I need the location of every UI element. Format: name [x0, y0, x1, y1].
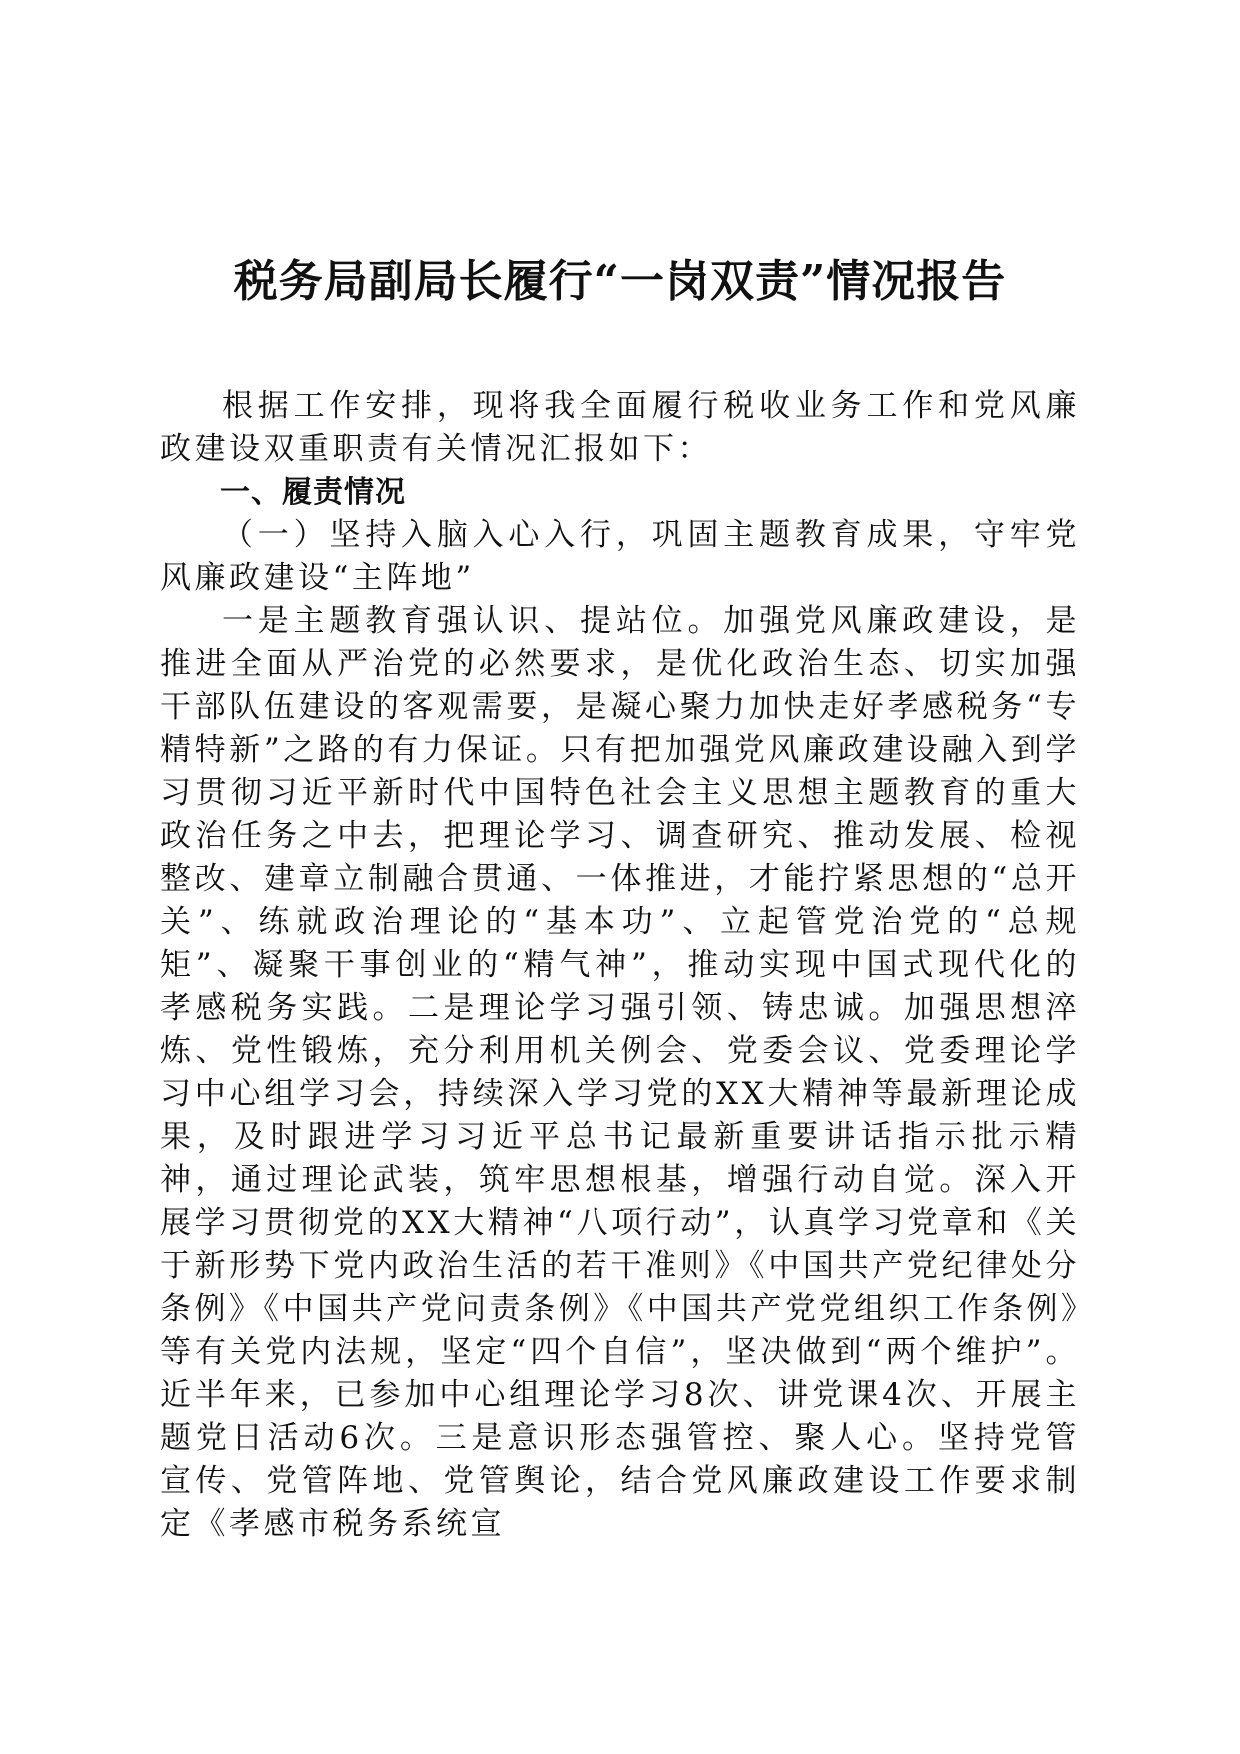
section-heading: 一、履责情况	[220, 475, 406, 510]
body-paragraph: 一是主题教育强认识、提站位。加强党风廉政建设，是推进全面从严治党的必然要求，是优化政治生态、切实加强干部队伍建设的客观需要，是凝心聚力加快走好孝感税务“专精特新”之路的有力保证。只有把加强党风廉政建设融入到学习贯彻习近平新时代中国特色社会主义思想主题教育的重大政治任务之中去，把理论学习、调查研究、推动发展、检视整改、建章立制融合贯通、一体推进，才能拧紧思想的“总开关”、练就政治理论的“基本功”、立起管党治党的“总规矩”、凝聚干事创业的“精气神”，推动实现中国式现代化的孝感税务实践。二是理论学习强引领、铸忠诚。加强思想淬炼、党性锻炼，充分利用机关例会、党委会议、党委理论学习中心组学习会，持续深入学习党的XX大精神等最新理论成果，及时跟进学习习近平总书记最新重要讲话指示批示精神，通过理论武装，筑牢思想根基，增强行动自觉。深入开展学习贯彻党的XX大精神“八项行动”，认真学习党章和《关于新形势下党内政治生活的若干准则》《中国共产党纪律处分条例》《中国共产党问责条例》《中国共产党党组织工作条例》等有关党内法规，坚定“四个自信”，坚决做到“两个维护”。近半年来，已参加中心组理论学习8次、讲党课4次、开展主题党日活动6次。三是意识形态强管控、聚人心。坚持党管宣传、党管阵地、党管舆论，结合党风廉政建设工作要求制定《孝感市税务系统宣	[160, 603, 1080, 1542]
subsection-heading: （一）坚持入脑入心入行，巩固主题教育成果，守牢党风廉政建设“主阵地”	[160, 517, 1080, 596]
document-body	[160, 385, 1080, 1546]
intro-paragraph: 根据工作安排，现将我全面履行税收业务工作和党风廉政建设双重职责有关情况汇报如下：	[160, 388, 1080, 467]
document-title: 税务局副局长履行“一岗双责”情况报告	[233, 256, 1007, 307]
